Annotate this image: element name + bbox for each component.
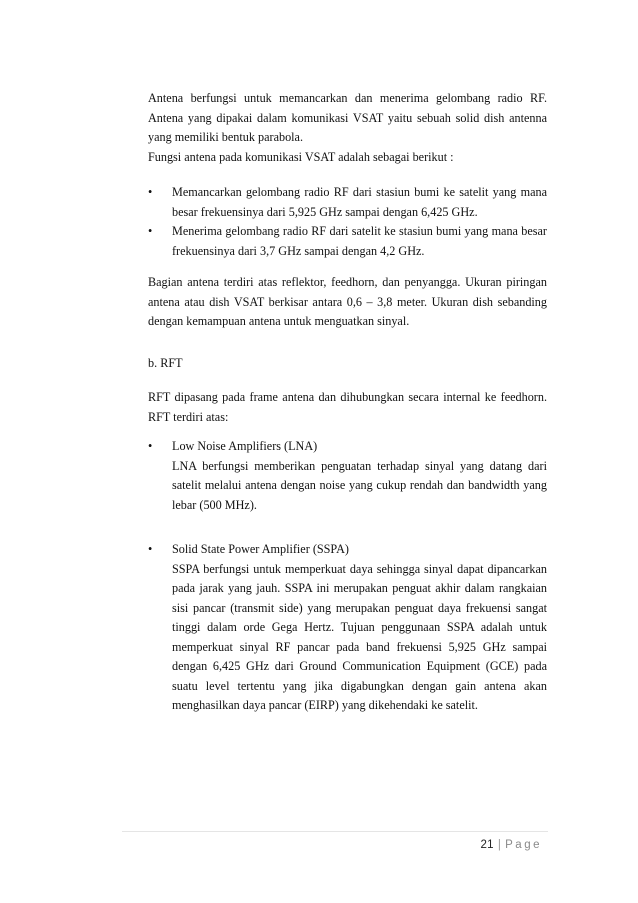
list-item bbox=[148, 222, 547, 261]
antenna-description: Antena berfungsi untuk memancarkan dan menerima gelombang radio RF. Antena yang dipakai dalam komunikasi VSAT yaitu sebuah solid dish antenna yang memiliki bentuk parabola. bbox=[148, 91, 547, 144]
antenna-functions-intro: Fungsi antena pada komunikasi VSAT adalah sebagai berikut : bbox=[148, 149, 454, 164]
rft-intro-paragraph: RFT dipasang pada frame antena dan dihubungkan secara internal ke feedhorn. RFT terdiri atas: bbox=[148, 390, 547, 424]
list-item-title: Low Noise Amplifiers (LNA) bbox=[172, 439, 318, 453]
intro-paragraph bbox=[148, 89, 547, 167]
list-item bbox=[148, 183, 547, 222]
list-item-text: Menerima gelombang radio RF dari satelit ke stasiun bumi yang mana besar frekuensinya dari 3,7 GHz sampai dengan 4,2 GHz. bbox=[172, 224, 547, 258]
bullet-icon: • bbox=[148, 185, 153, 199]
list-item-title: Solid State Power Amplifier (SSPA) bbox=[172, 542, 349, 556]
list-item bbox=[148, 437, 547, 515]
list-item-text: SSPA berfungsi untuk memperkuat daya sehingga sinyal dapat dipancarkan pada jarak yang jauh. SSPA ini merupakan penguat akhir dalam rangkaian sisi pancar (transmit side) yang merupakan penguat daya frekuensi sangat tinggi dalam orde Gega Hertz. Tujuan penggunaan SSPA adalah untuk memperkuat sinyal RF pancar pada band frekuensi 5,925 GHz sampai dengan 6,425 GHz dari Ground Communication Equipment (GCE) pada suatu level tertentu yang jika digabungkan dengan gain antena akan menghasilkan daya pancar (EIRP) yang dikehendaki ke satelit. bbox=[172, 561, 547, 712]
page-number: 21 bbox=[480, 839, 494, 851]
section-heading: b. RFT bbox=[148, 356, 183, 370]
bullet-icon: • bbox=[148, 542, 153, 556]
bullet-icon: • bbox=[148, 439, 153, 453]
list-item-text: LNA berfungsi memberikan penguatan terhadap sinyal yang datang dari satelit melalui antena dengan noise yang cukup rendah dan bandwidth yang lebar (500 MHz). bbox=[172, 458, 547, 512]
antenna-parts-paragraph: Bagian antena terdiri atas reflektor, feedhorn, dan penyangga. Ukuran piringan antena atau dish VSAT berkisar antara 0,6 – 3,8 meter. Ukuran dish sebanding dengan kemampuan antena untuk menguatkan sinyal. bbox=[148, 275, 547, 328]
page-footer bbox=[480, 839, 542, 851]
bullet-icon: • bbox=[148, 224, 153, 238]
list-item-text: Memancarkan gelombang radio RF dari stasiun bumi ke satelit yang mana besar frekuensinya dari 5,925 GHz sampai dengan 6,425 GHz. bbox=[172, 185, 547, 219]
footer-separator: | bbox=[497, 839, 502, 851]
list-item bbox=[148, 540, 547, 716]
page-label: Page bbox=[505, 839, 542, 851]
footer-divider bbox=[122, 831, 548, 832]
